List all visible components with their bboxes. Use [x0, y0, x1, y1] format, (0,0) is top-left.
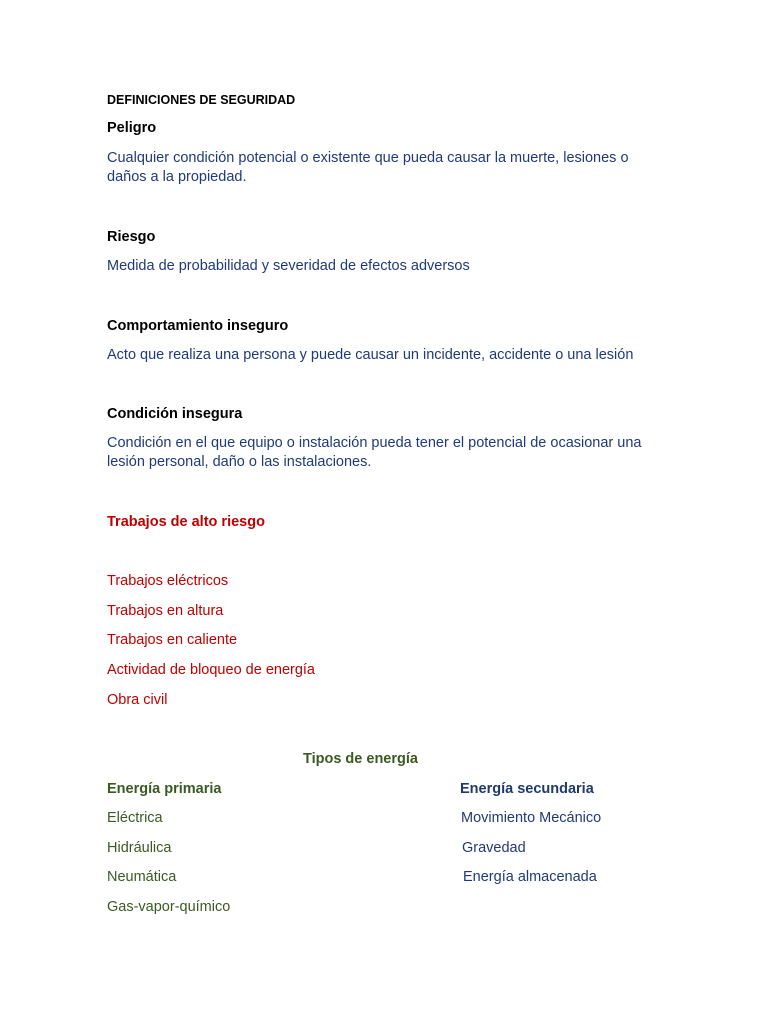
- high-risk-item: Actividad de bloqueo de energía: [107, 662, 315, 678]
- primary-energy-item: Neumática: [107, 869, 177, 885]
- secondary-energy-item: Movimiento Mecánico: [461, 810, 602, 826]
- secondary-energy-item: Gravedad: [462, 840, 526, 856]
- high-risk-heading: Trabajos de alto riesgo: [107, 514, 265, 530]
- document-title: DEFINICIONES DE SEGURIDAD: [107, 93, 296, 107]
- secondary-energy-item: Energía almacenada: [463, 869, 597, 885]
- definition-term: Comportamiento inseguro: [107, 318, 289, 334]
- primary-energy-item: Hidráulica: [107, 840, 172, 856]
- primary-energy-item: Eléctrica: [107, 810, 163, 826]
- primary-energy-heading: Energía primaria: [107, 781, 222, 797]
- secondary-energy-heading: Energía secundaria: [460, 781, 594, 797]
- high-risk-item: Trabajos en altura: [107, 603, 224, 619]
- high-risk-item: Trabajos en caliente: [107, 632, 238, 648]
- high-risk-item: Trabajos eléctricos: [107, 573, 229, 589]
- primary-energy-item: Gas-vapor-químico: [107, 899, 231, 915]
- definition-text: Acto que realiza una persona y puede causar un incidente, accidente o una lesión: [107, 347, 634, 363]
- definition-text: Condición en el que equipo o instalación pueda tener el potencial de ocasionar una lesión personal, daño o las instalaciones.: [107, 435, 642, 470]
- definition-text: Medida de probabilidad y severidad de efectos adversos: [107, 258, 470, 274]
- energy-heading: Tipos de energía: [303, 751, 418, 767]
- definition-term: Condición insegura: [107, 406, 243, 422]
- definition-term: Peligro: [107, 120, 157, 136]
- definition-text: Cualquier condición potencial o existente que pueda causar la muerte, lesiones o daños a la propiedad.: [107, 150, 629, 185]
- definition-term: Riesgo: [107, 229, 156, 245]
- high-risk-item: Obra civil: [107, 692, 168, 708]
